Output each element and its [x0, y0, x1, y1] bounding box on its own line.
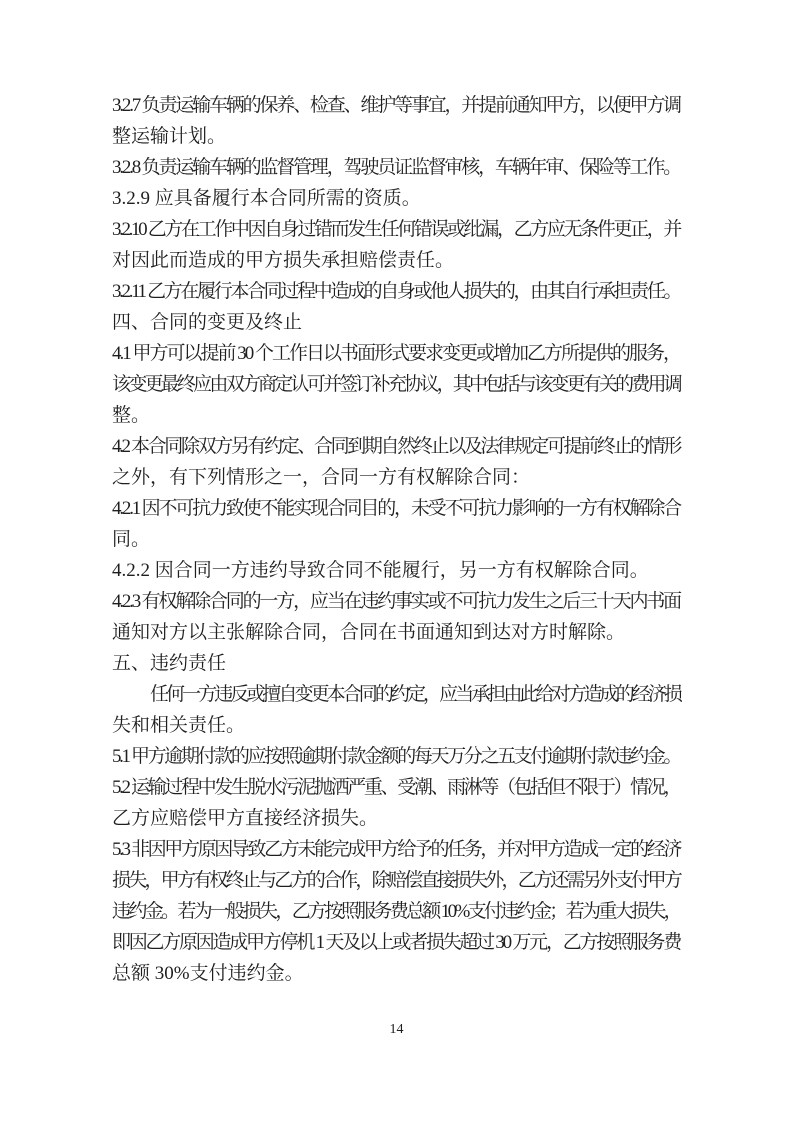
text-line: 总额 30%支付违约金。	[112, 963, 304, 984]
text-line: 3.2.10 乙方在工作中因自身过错而发生任何错误或纰漏，乙方应无条件更正，并	[112, 219, 680, 240]
text-line: 乙方应赔偿甲方直接经济损失。	[112, 808, 379, 829]
text-line: 即因乙方原因造成甲方停机 1 天及以上或者损失超过 30 万元，乙方按照服务费	[112, 932, 680, 953]
text-line: 4.2 本合同除双方另有约定、合同到期自然终止以及法律规定可提前终止的情形	[112, 436, 680, 457]
text-line: 3.2.8 负责运输车辆的监督管理，驾驶员证监督审核，车辆年审、保险等工作。	[112, 157, 680, 178]
text-line: 五、违约责任	[112, 653, 227, 674]
text-line: 对因此而造成的甲方损失承担赔偿责任。	[112, 250, 455, 271]
page-number: 14	[389, 1022, 404, 1037]
text-line: 违约金。若为一般损失，乙方按照服务费总额 10%支付违约金；若为重大损失，	[112, 901, 680, 922]
text-line: 4.2.3 有权解除合同的一方，应当在违约事实或不可抗力发生之后三十天内书面	[112, 591, 680, 612]
text-line: 3.2.11 乙方在履行本合同过程中造成的自身或他人损失的，由其自行承担责任。	[112, 281, 681, 302]
text-line: 失和相关责任。	[112, 715, 246, 736]
document-body	[112, 90, 680, 989]
clause-5-1	[112, 741, 680, 772]
text-line: 5.1 甲方逾期付款的应按照逾期付款金额的每天万分之五支付逾期付款违约金。	[112, 746, 680, 767]
text-line: 通知对方以主张解除合同，合同在书面通知到达对方时解除。	[112, 622, 626, 643]
clause-3-2-11	[112, 276, 680, 307]
clause-4-2-3	[112, 586, 680, 648]
clause-5-3	[112, 834, 680, 989]
clause-4-1	[112, 338, 680, 431]
section-heading-4	[112, 307, 680, 338]
clause-5-intro	[112, 679, 680, 741]
text-line: 整运输计划。	[112, 126, 227, 147]
clause-3-2-10	[112, 214, 680, 276]
section-heading-5	[112, 648, 680, 679]
clause-4-2-2	[112, 555, 680, 586]
clause-3-2-9	[112, 183, 680, 214]
text-line: 3.2.7 负责运输车辆的保养、检查、维护等事宜，并提前通知甲方，以便甲方调	[112, 95, 680, 116]
text-line: 整。	[112, 405, 151, 426]
clause-3-2-7	[112, 90, 680, 152]
text-line: 四、合同的变更及终止	[112, 312, 303, 333]
text-line: 之外，有下列情形之一，合同一方有权解除合同：	[112, 467, 531, 488]
clause-4-2-1	[112, 493, 680, 555]
text-line: 4.2.1 因不可抗力致使不能实现合同目的，未受不可抗力影响的一方有权解除合	[112, 498, 680, 519]
text-line: 5.2 运输过程中发生脱水污泥抛洒严重、受潮、雨淋等（包括但不限于）情况，	[112, 777, 680, 798]
text-line: 任何一方违反或擅自变更本合同的约定，应当承担由此给对方造成的经济损	[150, 684, 680, 705]
text-line: 4.2.2 因合同一方违约导致合同不能履行，另一方有权解除合同。	[112, 560, 649, 581]
text-line: 4.1 甲方可以提前 30 个工作日以书面形式要求变更或增加乙方所提供的服务，	[112, 343, 680, 364]
text-line: 该变更最终应由双方商定认可并签订补充协议，其中包括与该变更有关的费用调	[112, 374, 680, 395]
clause-3-2-8	[112, 152, 680, 183]
clause-5-2	[112, 772, 680, 834]
text-line: 3.2.9 应具备履行本合同所需的资质。	[112, 188, 421, 209]
text-line: 损失，甲方有权终止与乙方的合作，除赔偿直接损失外，乙方还需另外支付甲方	[112, 870, 680, 891]
text-line: 5.3 非因甲方原因导致乙方未能完成甲方给予的任务，并对甲方造成一定的经济	[112, 839, 680, 860]
clause-4-2	[112, 431, 680, 493]
text-line: 同。	[112, 529, 151, 550]
